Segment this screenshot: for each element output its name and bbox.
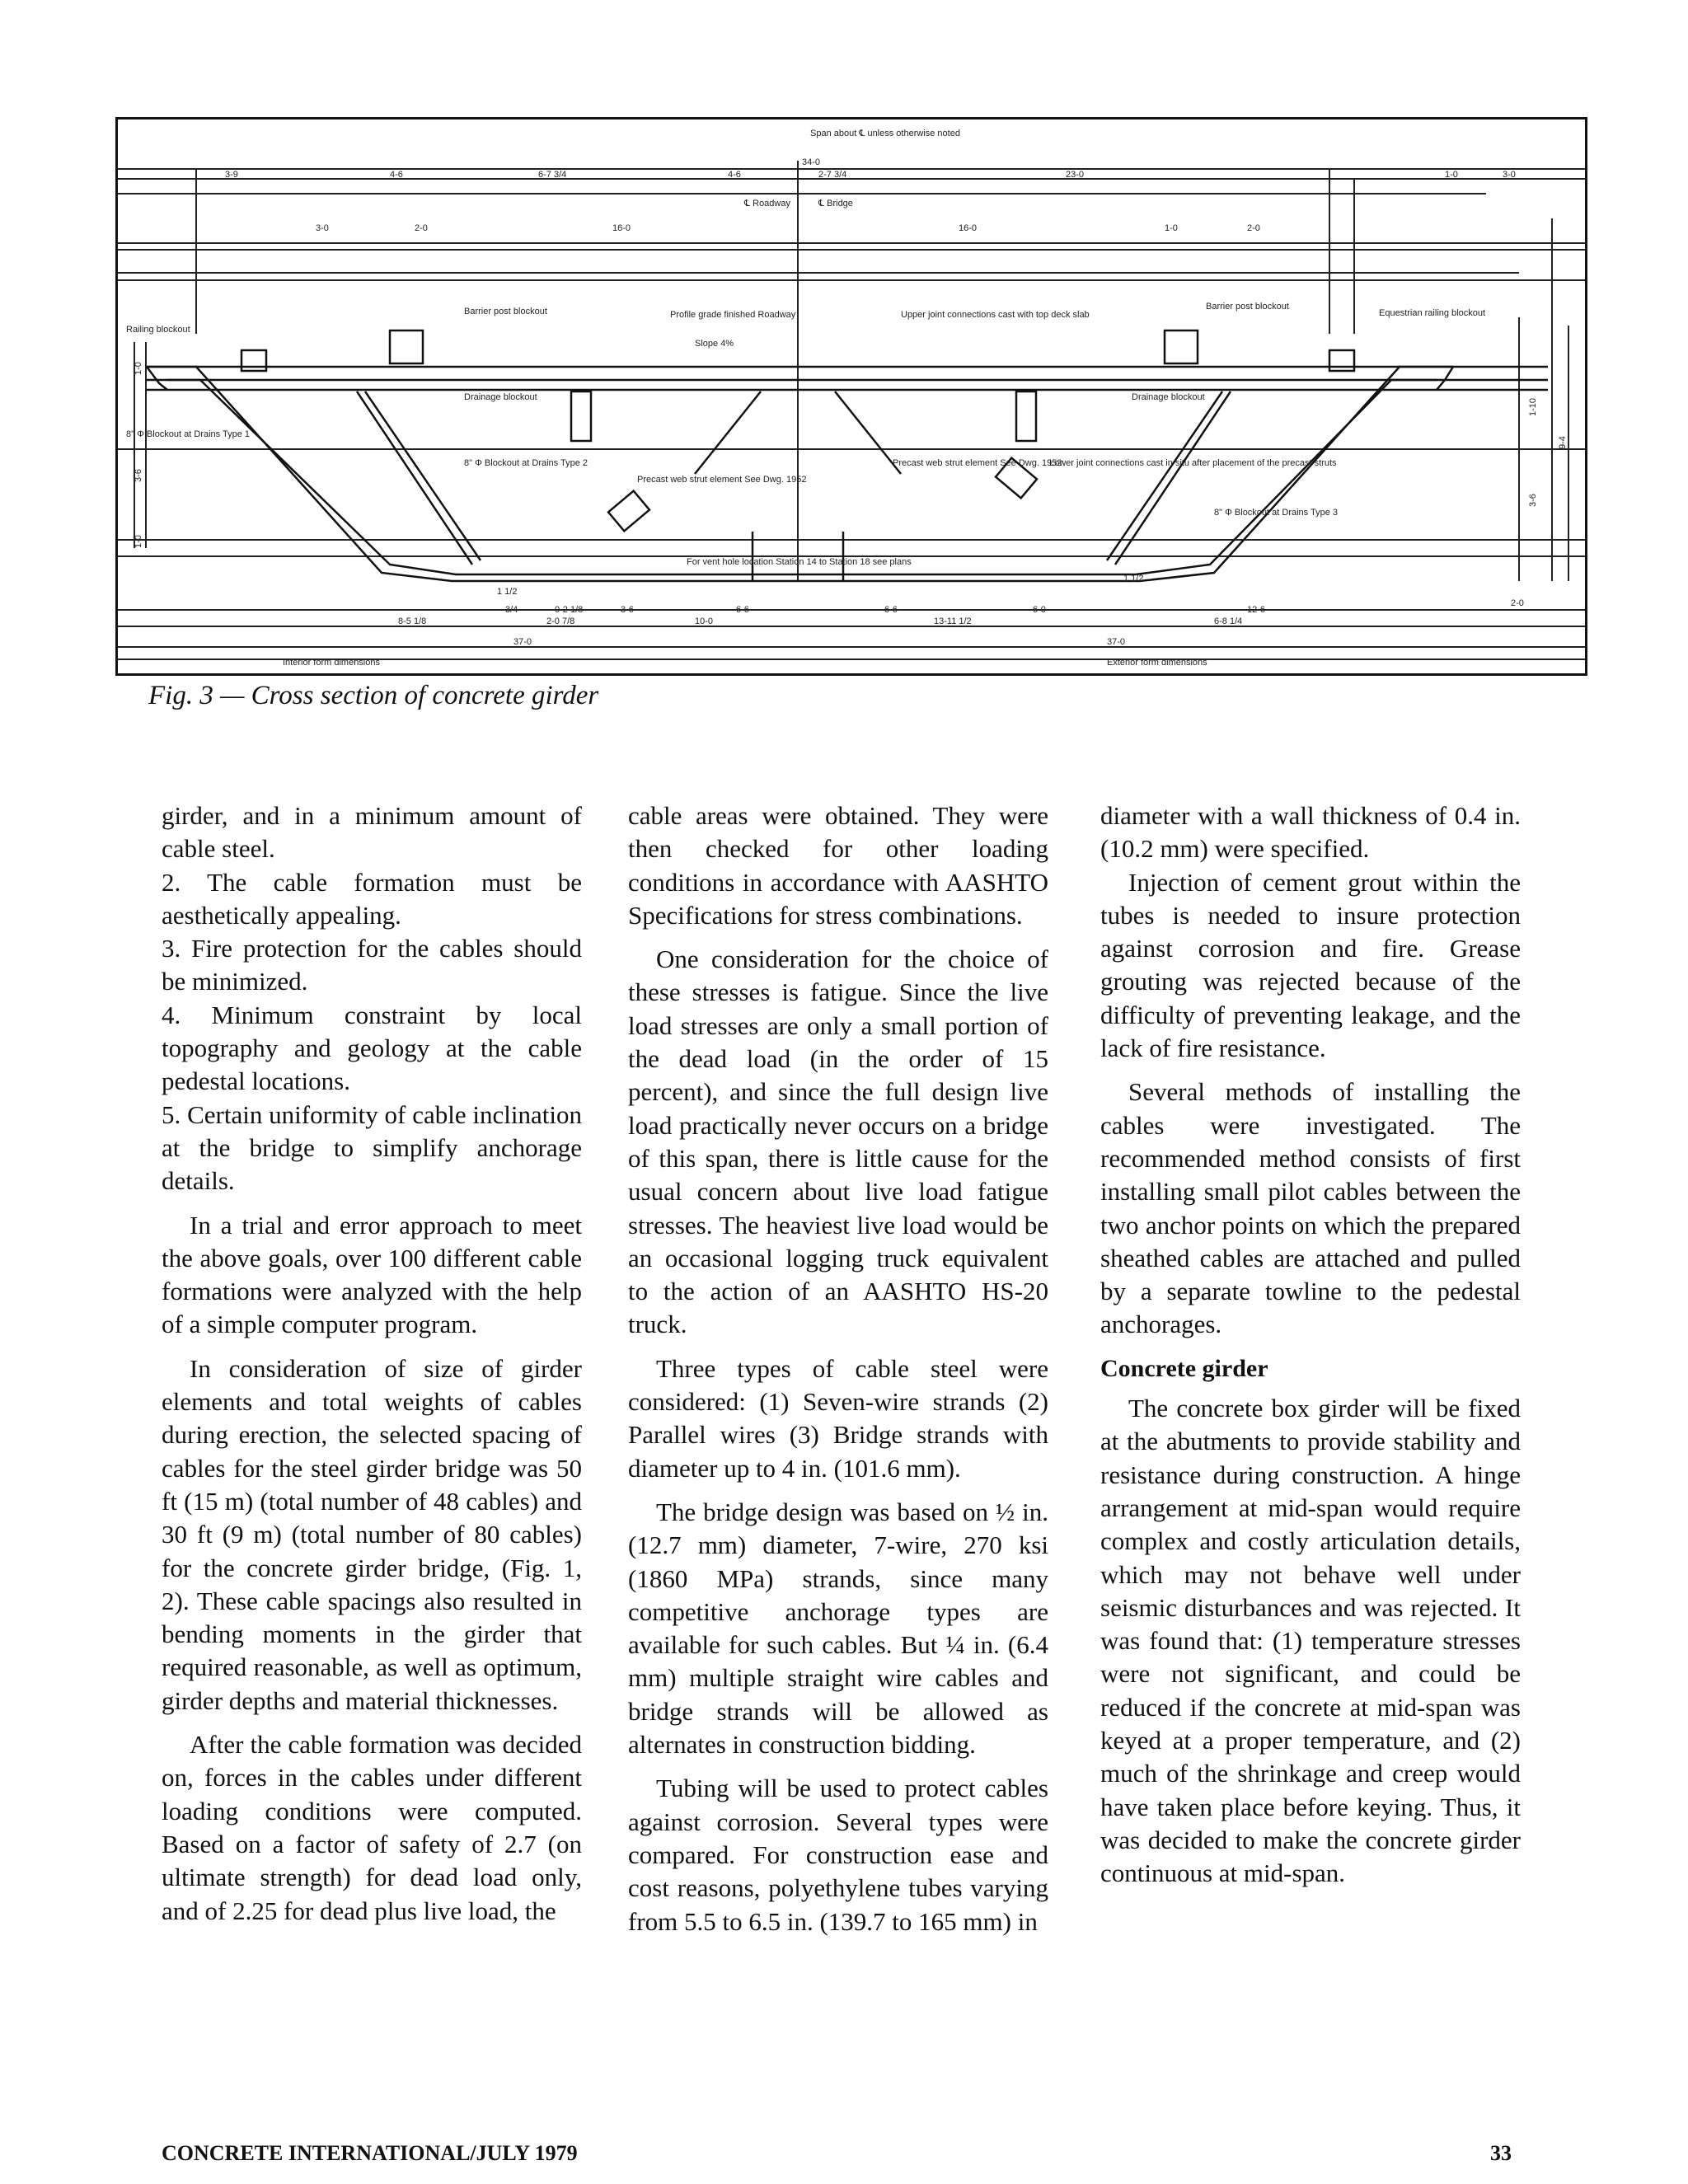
paragraph: In consideration of size of girder elements and total weights of cables during erection, the selected spacing of cables for the steel girder bridge was 50 ft (15 m) (total number of 48 cables) and 30 ft (9 m) (total number of 80 cables) for the concrete girder bridge, (Fig. 1, 2). These cable spacings also resulted in bending moments in the girder that required reasonable, as well as optimum, girder depths and material thicknesses. — [162, 1353, 582, 1715]
page-number: 33 — [1490, 2141, 1512, 2165]
fig-label-bot-dim-2: 3/4 — [505, 605, 518, 615]
paragraph: The concrete box girder will be fixed at the abutments to provide stability and resistance during construction. A hinge arrangement at mid-span would require complex and costly articulation details, which may not behave well under seismic disturbances and was rejected. It was found that: (1) temperature stresses were not significant, and could be reduced if the concrete at mid-span was keyed at a proper temperature, and (2) much of the shrinkage and creep would have taken place before keying. Thus, it was decided to make the concrete girder continuous at mid-span. — [1100, 1394, 1521, 1888]
fig-label-bot-dim-14: 6-8 1/4 — [1214, 616, 1243, 626]
fig-label-profile-grade: Profile grade finished Roadway — [670, 310, 796, 320]
paragraph: One consideration for the choice of these stresses is fatigue. Since the live load stresses are only a small portion of the dead load (in the order of 15 percent), and since the full design live load practically never occurs on a bridge of this span, there is little cause for the usual concern about live load fatigue stresses. The heaviest live load would be an occasional logging truck equivalent to the action of an AASHTO HS-20 truck. — [628, 944, 1048, 1339]
fig-label-bot-dim-17: 1 1/2 — [1123, 574, 1144, 583]
fig-label-bot-dim-9: 2-0 — [1511, 598, 1524, 608]
fig-label-top-dim-4: 6-7 3/4 — [538, 170, 567, 180]
paragraph: diameter with a wall thickness of 0.4 in. (10.2 mm) were specified. — [1100, 801, 1521, 864]
cross-section-drawing — [118, 120, 1585, 673]
fig-label-drainage-blockout-right: Drainage blockout — [1132, 392, 1205, 402]
fig-label-right-dim-1: 1-10 — [1528, 397, 1538, 416]
fig-label-right-dim-2: 3-6 — [1528, 494, 1538, 507]
paragraph: cable areas were obtained. They were then checked for other loading conditions in accordance with AASHTO Specifications for stress combinations. — [628, 801, 1048, 930]
fig-label-barrier-post: Barrier post blockout — [464, 307, 547, 316]
journal-footer: CONCRETE INTERNATIONAL/JULY 1979 — [162, 2141, 578, 2165]
fig-label-bot-dim-16: 37-0 — [1107, 637, 1126, 647]
fig-label-slope: Slope 4% — [695, 339, 734, 349]
section-heading: Concrete girder — [1100, 1354, 1268, 1382]
list-item: 5. Certain uniformity of cable inclination at the bridge to simplify anchorage details. — [162, 1099, 582, 1196]
fig-label-right-dim-3: 9-4 — [1558, 436, 1568, 449]
fig-label-bot-dim-5: 6-6 — [736, 605, 749, 615]
paragraph: Three types of cable steel were considered: (1) Seven-wire strands (2) Parallel wires (3) Bridge strands with diameter up to 4 in. (101.6 mm). — [628, 1353, 1048, 1483]
fig-label-left-dim-2: 3-6 — [134, 469, 143, 482]
fig-label-bot-dim-15: 37-0 — [513, 637, 532, 647]
fig-label-barrier-post-right: Barrier post blockout — [1206, 302, 1289, 312]
figure-caption: Fig. 3 — Cross section of concrete girder — [148, 681, 599, 710]
fig-label-railing-blockout: Railing blockout — [126, 325, 190, 335]
fig-label-mid-dim-1: 3-0 — [316, 223, 329, 233]
list-item: 4. Minimum constraint by local topography and geology at the cable pedestal locations. — [162, 1000, 582, 1096]
fig-label-top-dim-5: 4-6 — [728, 170, 741, 180]
fig-label-top-dim-2: 3-9 — [225, 170, 238, 180]
text-column-1 — [162, 799, 582, 1938]
fig-label-bot-dim-4: 3-6 — [621, 605, 634, 615]
fig-label-bridge: ℄ Bridge — [818, 199, 853, 209]
fig-label-span-note: Span about ℄ unless otherwise noted — [810, 129, 960, 138]
fig-label-left-dim-1: 1-0 — [134, 362, 143, 375]
list-item: 2. The cable formation must be aesthetically appealing. — [162, 867, 582, 930]
fig-label-left-dim-3: 1-0 — [134, 535, 143, 548]
fig-label-top-dim-3: 4-6 — [390, 170, 403, 180]
fig-label-equestrian: Equestrian railing blockout — [1379, 308, 1486, 318]
fig-label-mid-dim-2: 2-0 — [415, 223, 428, 233]
paragraph: girder, and in a minimum amount of cable steel. — [162, 801, 582, 864]
fig-label-mid-dim-5: 1-0 — [1165, 223, 1178, 233]
fig-label-precast-strut-right: Precast web strut element See Dwg. 1952 — [893, 458, 1062, 468]
fig-label-bot-dim-6: 6-6 — [884, 605, 898, 615]
fig-label-precast-strut-left: Precast web strut element See Dwg. 1952 — [637, 475, 807, 485]
fig-label-bot-dim-3: 0-2 1/8 — [555, 605, 584, 615]
text-column-2 — [628, 799, 1048, 1949]
fig-label-vent-hole: For vent hole location Station 14 to Station 18 see plans — [687, 557, 912, 567]
fig-label-blockout-drains-3: 8" Φ Blockout at Drains Type 3 — [1214, 508, 1339, 518]
fig-label-bot-dim-12: 10-0 — [695, 616, 714, 626]
fig-label-blockout-drains-2: 8" Φ Blockout at Drains Type 2 — [464, 458, 588, 468]
fig-label-exterior-form: Exterior form dimensions — [1107, 658, 1207, 668]
fig-label-roadway: ℄ Roadway — [744, 199, 790, 209]
fig-label-mid-dim-6: 2-0 — [1247, 223, 1260, 233]
fig-label-top-dim-1: 34-0 — [802, 157, 821, 167]
text-column-3 — [1100, 799, 1521, 1901]
fig-label-lower-joint: Lower joint connections cast in situ after placement of the precast struts — [1049, 458, 1337, 468]
fig-label-drainage-blockout: Drainage blockout — [464, 392, 537, 402]
fig-label-top-dim-8: 1-0 — [1445, 170, 1458, 180]
paragraph: Tubing will be used to protect cables against corrosion. Several types were compared. For construction ease and cost reasons, polyethylene tubes varying from 5.5 to 6.5 in. (139.7 to 165 mm) in — [628, 1774, 1048, 1936]
fig-label-blockout-drains-1: 8" Φ Blockout at Drains Type 1 — [126, 429, 251, 439]
fig-label-mid-dim-4: 16-0 — [959, 223, 978, 233]
fig-label-bot-dim-13: 13-11 1/2 — [934, 616, 972, 626]
paragraph: Injection of cement grout within the tubes is needed to insure protection against corrosion and fire. Grease grouting was rejected because of the difficulty of preventing leakage, and the lack of fire resistance. — [1100, 867, 1521, 1063]
fig-label-bot-dim-10: 8-5 1/8 — [398, 616, 427, 626]
paragraph: In a trial and error approach to meet the above goals, over 100 different cable formations were analyzed with the help of a simple computer program. — [162, 1210, 582, 1339]
fig-label-top-dim-6: 2-7 3/4 — [818, 170, 847, 180]
fig-label-upper-joint: Upper joint connections cast with top deck slab — [901, 310, 1090, 320]
fig-label-bot-dim-11: 2-0 7/8 — [546, 616, 575, 626]
fig-label-bot-dim-8: 12-6 — [1247, 605, 1266, 615]
fig-label-bot-dim-1: 1 1/2 — [497, 587, 518, 597]
paragraph: The bridge design was based on ½ in. (12.7 mm) diameter, 7-wire, 270 ksi (1860 MPa) strands, since many competitive anchorage types are available for such cables. But ¼ in. (6.4 mm) multiple straight wire cables and bridge strands will be allowed as alternates in construction bidding. — [628, 1497, 1048, 1760]
figure-frame — [115, 117, 1587, 676]
fig-label-mid-dim-3: 16-0 — [612, 223, 631, 233]
paragraph: Several methods of installing the cables were investigated. The recommended method consists of first installing small pilot cables between the two anchor points on which the prepared sheathed cables are attached and pulled by a separate towline to the pedestal anchorages. — [1100, 1077, 1521, 1339]
fig-label-bot-dim-7: 6-0 — [1033, 605, 1046, 615]
paragraph: After the cable formation was decided on, forces in the cables under different loading conditions were computed. Based on a factor of safety of 2.7 (on ultimate strength) for dead load only, and of 2.25 for dead plus live load, the — [162, 1730, 582, 1925]
fig-label-top-dim-7: 23-0 — [1066, 170, 1085, 180]
fig-label-interior-form: Interior form dimensions — [283, 658, 380, 668]
fig-label-top-dim-9: 3-0 — [1503, 170, 1516, 180]
list-item: 3. Fire protection for the cables should be minimized. — [162, 934, 582, 996]
